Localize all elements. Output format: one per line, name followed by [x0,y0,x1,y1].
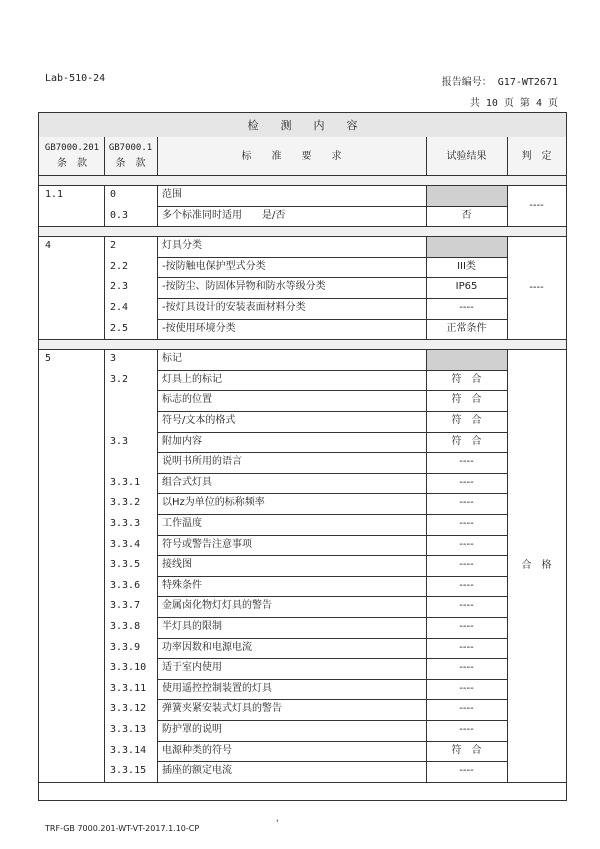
test-result: ---- [459,518,474,529]
row-divider [39,782,566,783]
sub-clause: 3.3.14 [110,744,147,756]
sub-clause: 3.3.1 [110,476,141,488]
requirement-text: 符号或警告注意事项 [162,538,252,550]
col-header-gb201: GB7000.201 [44,143,100,153]
row-divider [157,298,507,299]
section-gap [39,176,566,185]
sub-clause: 3.3.13 [110,724,147,735]
sub-clause: 3.3.3 [110,518,141,529]
sub-clause: 3.3.6 [110,579,141,591]
column-divider [426,349,427,782]
requirement-text: 范围 [162,189,182,200]
requirement-text: 以Hz为单位的标称频率 [162,497,265,509]
form-code: TRF-GB 7000.201-WT-VT-2017.1.10-CP [45,824,200,833]
requirement-text: -按防触电保护型式分类 [162,260,266,272]
main-clause: 4 [45,240,52,252]
result-shade [427,186,507,206]
pen-mark: ' [276,819,279,829]
row-divider [157,761,507,762]
requirement-text: 特殊条件 [162,579,202,591]
test-result: ---- [459,579,474,591]
requirement-text: 使用遥控控制装置的灯具 [162,682,272,694]
row-divider [157,535,507,536]
row-divider [157,555,507,556]
row-divider [157,720,507,721]
requirement-text: 适于室内使用 [162,662,222,674]
requirement-text: 弹簧夹紧安装式灯具的警告 [162,703,282,715]
requirement-text: 符号/文本的格式 [162,415,236,426]
sub-clause: 3.3.5 [110,559,141,571]
requirement-text: 功率因数和电源电流 [162,641,252,653]
row-divider [157,638,507,639]
test-result: III类 [457,260,476,272]
column-divider [426,185,427,226]
column-divider [104,185,105,226]
test-result: ---- [459,765,474,777]
sub-clause: 3.3.8 [110,621,141,632]
col-header-gb1-sub: 条 款 [115,158,146,169]
result-shade [427,350,507,370]
row-divider [157,741,507,742]
row-divider [157,257,507,258]
requirement-text: -按使用环境分类 [162,322,236,334]
column-divider [104,236,105,339]
requirement-text: -按灯具设计的安装表面材料分类 [162,302,306,313]
test-result: ---- [459,641,474,653]
sub-clause: 0 [110,189,117,200]
column-divider [104,349,105,782]
test-result: ---- [459,538,474,550]
test-result: 符 合 [451,415,482,426]
test-result: ---- [459,724,474,735]
requirement-text: 多个标准同时适用 是/否 [162,209,286,221]
main-clause: 1.1 [45,189,64,200]
requirement-text: 电源种类的符号 [162,744,232,756]
sub-clause: 3.3.10 [110,662,147,674]
requirement-text: 插座的额定电流 [162,765,232,777]
sub-clause: 0.3 [110,209,129,221]
test-result: ---- [459,703,474,715]
test-result: ---- [459,476,474,488]
sub-clause: 2.4 [110,302,129,313]
row-divider [157,576,507,577]
test-result: ---- [459,497,474,509]
requirement-text: 金属卤化物灯灯具的警告 [162,600,272,612]
result-shade [427,237,507,257]
row-divider [157,277,507,278]
requirement-text: 说明书所用的语言 [162,456,242,468]
sub-clause: 3.3.12 [110,703,147,715]
test-result: 符 合 [451,744,482,756]
col-header-requirement: 标 准 要 求 [241,151,342,162]
requirement-text: 标记 [162,353,182,365]
column-divider [426,137,427,175]
test-result: IP65 [455,281,478,293]
row-divider [157,390,507,391]
verdict: ---- [529,199,544,211]
column-divider [157,236,158,339]
test-result: 否 [461,209,472,221]
row-divider [157,699,507,700]
row-divider [157,473,507,474]
sub-clause: 3.3.7 [110,600,141,612]
row-divider [157,370,507,371]
test-result: 正常条件 [446,322,487,334]
verdict: ---- [529,281,544,293]
test-result: ---- [459,559,474,571]
table-title: 检 测 内 容 [247,119,358,132]
row-divider [157,658,507,659]
row-divider [157,617,507,618]
sub-clause: 2 [110,240,117,252]
lab-code: Lab-510-24 [45,73,106,84]
column-divider [426,236,427,339]
col-header-gb1: GB7000.1 [108,143,153,153]
column-divider [104,137,105,175]
requirement-text: 接线图 [162,559,192,571]
report-number: 报告编号： G17-WT2671 [441,77,558,88]
row-divider [157,432,507,433]
test-result: ---- [459,682,474,694]
sub-clause: 3.3.9 [110,641,141,653]
section-gap [39,340,566,349]
sub-clause: 2.3 [110,281,129,293]
sub-clause: 3.3 [110,435,129,447]
column-divider [157,185,158,226]
inspection-table [38,112,567,801]
test-result: ---- [459,662,474,674]
requirement-text: 半灯具的限制 [162,621,222,632]
sub-clause: 3.2 [110,373,129,385]
column-divider [157,137,158,175]
row-divider [157,596,507,597]
page-counter: 共 10 页 第 4 页 [469,98,558,109]
row-divider [157,514,507,515]
test-result: ---- [459,621,474,632]
col-header-verdict: 判 定 [521,151,552,162]
verdict: 合 格 [521,559,552,571]
column-divider [157,349,158,782]
sub-clause: 3.3.15 [110,765,147,777]
sub-clause: 2.5 [110,322,129,334]
requirement-text: 附加内容 [162,435,202,447]
row-divider [157,411,507,412]
test-result: 符 合 [451,394,482,406]
sub-clause: 3.3.2 [110,497,141,509]
test-result: ---- [459,600,474,612]
main-clause: 5 [45,353,52,365]
row-divider [157,206,507,207]
row-divider [157,319,507,320]
test-result: 符 合 [451,373,482,385]
sub-clause: 3 [110,353,117,365]
test-result: 符 合 [451,435,482,447]
sub-clause: 3.3.4 [110,538,141,550]
row-divider [157,679,507,680]
section-gap [39,227,566,236]
requirement-text: -按防尘、防固体异物和防水等级分类 [162,281,326,293]
test-result: ---- [459,456,474,468]
row-divider [157,452,507,453]
requirement-text: 工作温度 [162,518,202,529]
requirement-text: 防护罩的说明 [162,724,222,735]
requirement-text: 灯具分类 [162,240,202,252]
requirement-text: 灯具上的标记 [162,373,222,385]
col-header-gb201-sub: 条 款 [57,158,87,169]
col-header-result: 试验结果 [446,151,487,162]
row-divider [157,493,507,494]
sub-clause: 3.3.11 [110,682,147,694]
column-divider [507,137,508,175]
test-result: ---- [459,302,474,313]
requirement-text: 组合式灯具 [162,476,212,488]
sub-clause: 2.2 [110,260,129,272]
requirement-text: 标志的位置 [162,394,212,406]
